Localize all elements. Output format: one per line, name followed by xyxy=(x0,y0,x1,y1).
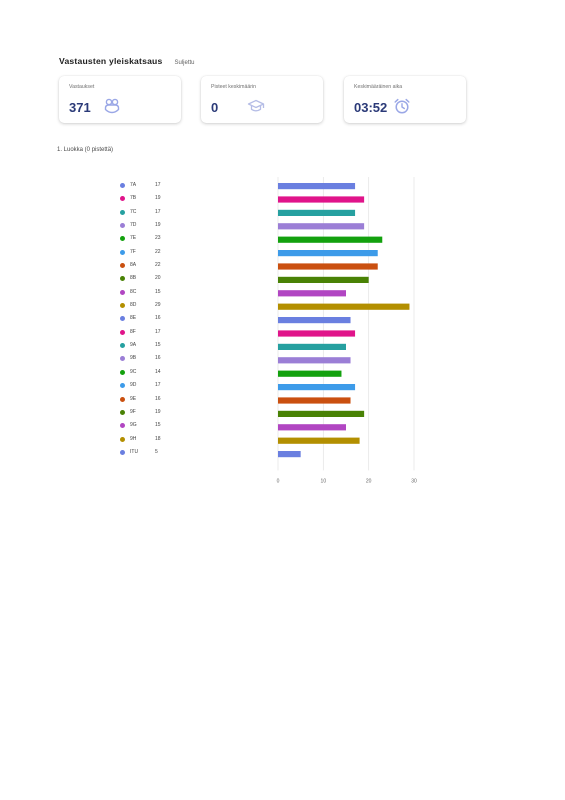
legend-count: 15 xyxy=(155,342,161,349)
x-tick-label: 20 xyxy=(365,478,372,485)
x-tick-label: 10 xyxy=(320,478,327,485)
bar-7d[interactable] xyxy=(278,223,364,229)
legend-label: 8A xyxy=(130,262,137,269)
legend-label: 9D xyxy=(130,382,137,389)
x-tick-label: 0 xyxy=(276,478,280,485)
average-time-value: 03:52 xyxy=(354,100,388,115)
legend-count: 22 xyxy=(155,262,161,269)
average-points-label: Pisteet keskimäärin xyxy=(211,84,256,90)
bar-9g[interactable] xyxy=(278,424,346,430)
bar-itu[interactable] xyxy=(278,451,301,457)
average-time-label: Keskimääräinen aika xyxy=(354,84,403,90)
bar-8e[interactable] xyxy=(278,317,351,323)
legend-count: 17 xyxy=(155,182,161,188)
legend-count: 15 xyxy=(155,288,161,295)
legend-count: 20 xyxy=(155,275,161,282)
bar-8f[interactable] xyxy=(278,330,355,336)
bar-8c[interactable] xyxy=(278,290,346,296)
legend-label: 8B xyxy=(130,275,137,282)
bar-7e[interactable] xyxy=(278,237,382,243)
responses-value: 371 xyxy=(69,100,91,115)
legend-label: 9H xyxy=(130,435,137,442)
legend-count: 18 xyxy=(155,435,161,442)
average-points-value: 0 xyxy=(211,100,219,115)
legend-label: 9F xyxy=(130,408,136,415)
bar-7b[interactable] xyxy=(278,196,364,202)
legend-label: 8C xyxy=(130,288,137,295)
legend-label: 7E xyxy=(130,235,137,242)
bar-9e[interactable] xyxy=(278,397,351,403)
legend-label: 7F xyxy=(130,248,136,255)
legend-label: 8E xyxy=(130,315,137,322)
legend-label: ITU xyxy=(130,448,139,455)
legend-count: 16 xyxy=(155,355,161,362)
legend-count: 17 xyxy=(155,328,161,335)
legend-label: 9A xyxy=(130,342,137,349)
legend-count: 5 xyxy=(155,448,158,455)
bar-9d[interactable] xyxy=(278,384,355,390)
bar-7a[interactable] xyxy=(278,183,355,189)
question-title: 1. Luokka (0 pistettä) xyxy=(57,147,114,153)
legend-count: 19 xyxy=(155,195,161,202)
bar-9a[interactable] xyxy=(278,344,346,350)
legend-count: 19 xyxy=(155,222,161,229)
legend-count: 22 xyxy=(155,248,161,255)
legend-label: 7C xyxy=(130,208,137,215)
page-title: Vastausten yleiskatsaus xyxy=(59,56,163,66)
bar-7f[interactable] xyxy=(278,250,378,256)
bar-9h[interactable] xyxy=(278,438,360,444)
legend-label: 9G xyxy=(130,422,137,429)
bar-8d[interactable] xyxy=(278,304,409,310)
status-badge: Suljettu xyxy=(174,60,195,66)
bar-9f[interactable] xyxy=(278,411,364,417)
legend-label: 9C xyxy=(130,368,137,375)
legend-count: 23 xyxy=(155,235,161,242)
legend-label: 9B xyxy=(130,355,137,362)
legend-count: 19 xyxy=(155,408,161,415)
legend-label: 7D xyxy=(130,222,137,229)
legend-count: 29 xyxy=(155,302,161,309)
bar-8b[interactable] xyxy=(278,277,369,283)
legend-count: 16 xyxy=(155,315,161,322)
bar-7c[interactable] xyxy=(278,210,355,216)
legend-count: 16 xyxy=(155,395,161,402)
bar-8a[interactable] xyxy=(278,263,378,269)
legend-count: 15 xyxy=(155,422,161,429)
legend-label: 9E xyxy=(130,395,137,402)
legend-count: 17 xyxy=(155,208,161,215)
legend-count: 14 xyxy=(155,368,161,375)
bar-9c[interactable] xyxy=(278,371,341,377)
legend-count: 17 xyxy=(155,382,161,389)
x-tick-label: 30 xyxy=(411,478,417,485)
legend-label: 7B xyxy=(130,195,137,202)
responses-label: Vastaukset xyxy=(69,84,95,90)
legend-label: 7A xyxy=(130,182,137,188)
bar-9b[interactable] xyxy=(278,357,351,363)
legend-label: 8D xyxy=(130,302,137,309)
legend-label: 8F xyxy=(130,328,136,335)
